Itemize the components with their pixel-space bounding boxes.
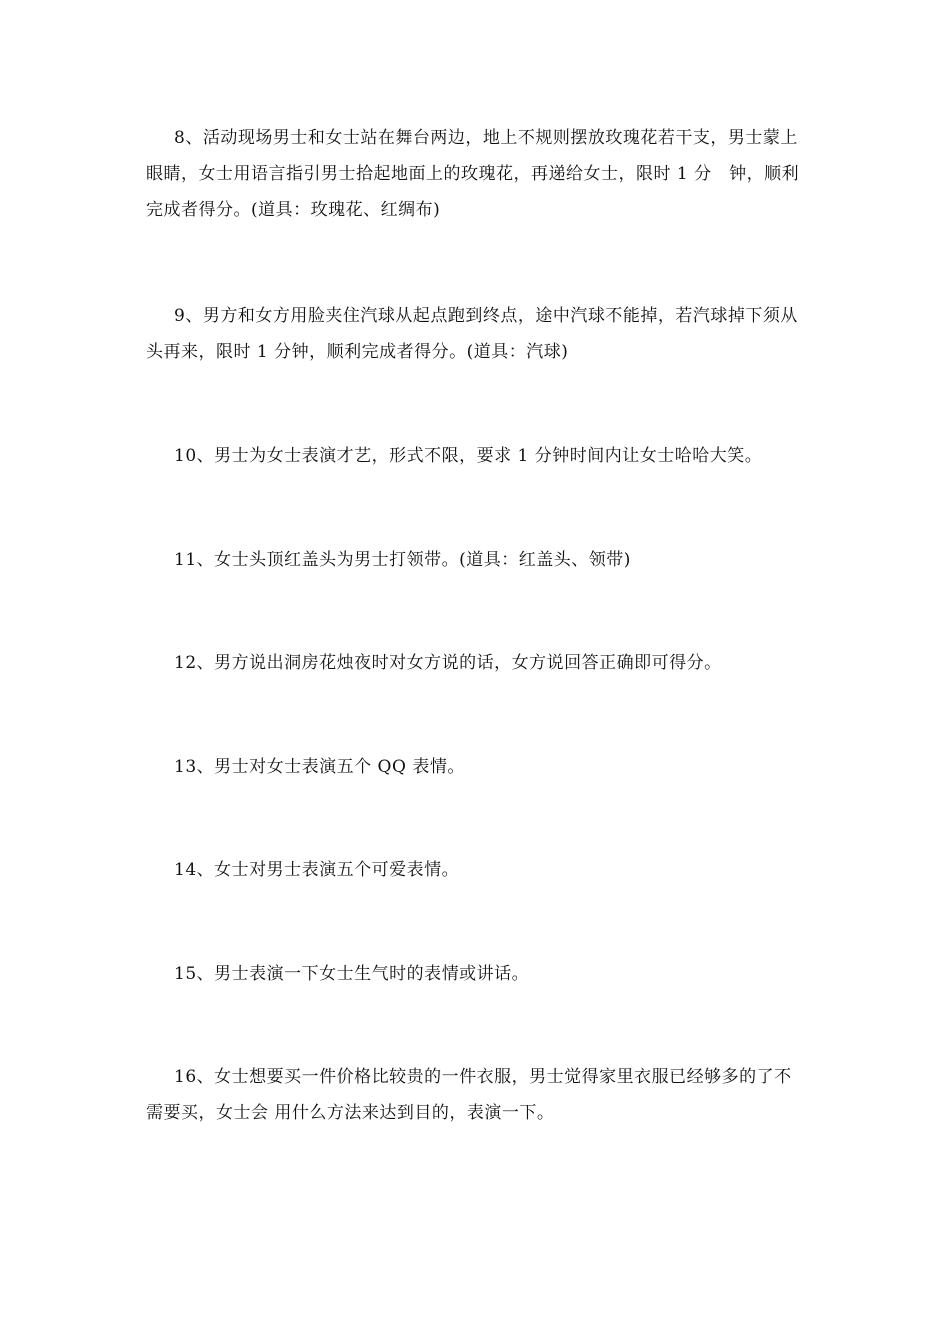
game-item-16: 16、女士想要买一件价格比较贵的一件衣服，男士觉得家里衣服已经够多的了不需要买，女士会 用什么方法来达到目的，表演一下。 <box>146 1067 792 1123</box>
game-item-9: 9、男方和女方用脸夹住汽球从起点跑到终点，途中汽球不能掉，若汽球掉下须从头再来，限时 1 分钟，顺利完成者得分。(道具：汽球) <box>146 306 798 362</box>
game-item-13: 13、男士对女士表演五个 QQ 表情。 <box>174 757 465 777</box>
game-item-12: 12、男方说出洞房花烛夜时对女方说的话，女方说回答正确即可得分。 <box>174 653 722 673</box>
game-item-8: 8、活动现场男士和女士站在舞台两边，地上不规则摆放玫瑰花若干支，男士蒙上眼睛，女士用语言指引男士拾起地面上的玫瑰花，再递给女士，限时 1 分 钟，顺利完成者得分。(道具：玫瑰花、红绸布) <box>146 128 800 220</box>
game-item-15: 15、男士表演一下女士生气时的表情或讲话。 <box>174 964 530 984</box>
game-item-14: 14、女士对男士表演五个可爱表情。 <box>174 860 460 880</box>
game-item-11: 11、女士头顶红盖头为男士打领带。(道具：红盖头、领带) <box>174 550 631 570</box>
game-item-10: 10、男士为女士表演才艺，形式不限，要求 1 分钟时间内让女士哈哈大笑。 <box>174 446 763 466</box>
